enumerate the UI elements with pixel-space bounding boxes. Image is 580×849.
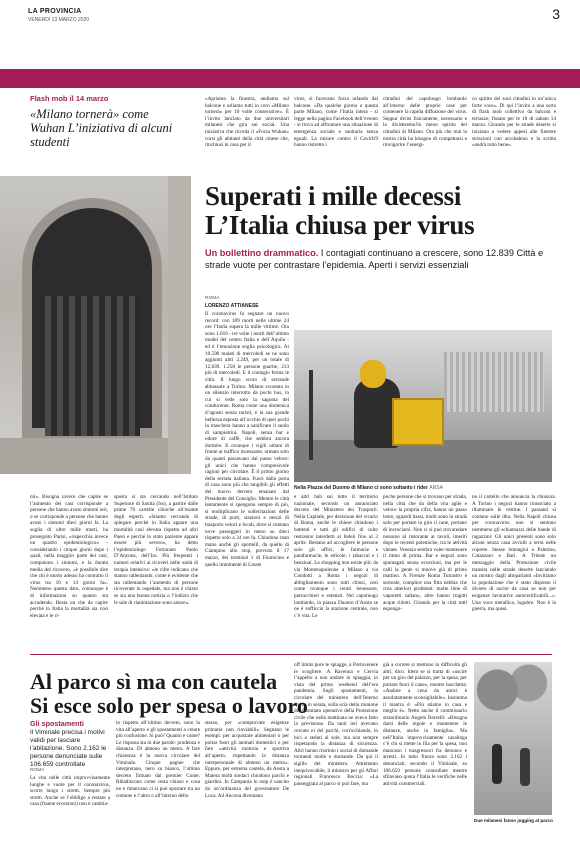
second-col-5: già a correre si mettono in difficoltà gli altri, dico. Idem se si tratta di «uscire per un giro del palazzo, per la spesa, per portare fuori il cane», mentre bacchetta: «Andare a cena da amici è assolutamente sconsigliabile». Insomma il mantra è: «Più stiamo in casa e meglio è». Netto anche il commissario straordinario Angelo Borrelli: «Bisogna darsi delle regole e mantenere le distanze, anche in famiglia». Ma nell’Italia improvvisamente casalinga c’è chi si mette in fila per la spesa, non mancano i trasgressori fra denunce e arresti. In tutto finora sono 2.162 i denunciati, secondo il Viminale, su 106.659 persone controllate mentre sfilavano quota l’Italia le verifiche nelle attività commerciali.: [383, 662, 467, 787]
left-col-2: sposta si sta cercando nell’Istituto Superiore di Sanità (Iss), a partire dalle prime 70 cartelle cliniche all’esame degli esperti. «Stiamo cercando di spiegare perché in Italia appare una mortalità così elevata rispetto ad altri Paesi e perché lo stato paziente appare essere più severo», ha detto l’epidemiologo Fortunato Paolo D’Ancona, dell’Iss. Più frequenti i numeri relativi ai ricoveri nelle unità di terapia intensiva: «le cifre indicano che stanno rallentando, come è evidente che sta rallentando l’aumento di persone ricoverate in ospedale, ma non è chiaro se sia una buona notizia o l’indizio che le sale di rianimazione sono sature».: [114, 494, 198, 606]
page-number: 3: [552, 6, 560, 22]
masthead-name: LA PROVINCIA: [28, 8, 82, 15]
second-col-3: stesso, per «comprovate esigenze primarie non rinviabili». Segnano le esempi: per acquistare alimentari o per portar fuori gli animali domestici o per fare «attività motoria e sportiva all’aperto, rispettando la distanza interpersonale di almeno un metro». Eppure, per estrema cautela, da Aosta a Matera molti sindaci chiudono parchi e giardini. In Campania lo stop è sancito da un’ordinanza del governatore De Luca. Ad Ancona diventano: [205, 720, 289, 799]
photo-caption-text: Nella Piazza del Duomo di Milano ci sono soltanto i rider: [294, 485, 428, 491]
flash-col-4: co spirito dei suoi cittadini in un’unica forte voce». Di qui l’invito a una sorta di flash mob collettivo da balconi e terrazze, fissato per le 18 di sabato 14 marzo. Girando per le strade deserte si iniziano a vedere appesi alle finestre striscioni con arcobaleno e la scritta «andrà tutto bene».: [472, 96, 556, 149]
second-intro-text: Il Viminale precisa i motivi validi per lasciare l’abitazione. Sono 2.162 le persone denunciate sulle 106.659 controllate: [30, 729, 107, 768]
photo-building-entrance: [0, 176, 191, 474]
second-byline: ROMA: [30, 768, 45, 773]
second-headline: [30, 670, 308, 718]
masthead-date: VENERDÌ 13 MARZO 2020: [28, 17, 90, 23]
second-col-4: off limits pure le spiagge, a Portovenere le scogliere. A Ravenna e Cervia l’appello a non andare in spiaggia, in vista del primo weekend dell’era pandemia. Sugli spostamenti, la circolare del ministero dell’Interno arriva in serata, sulla scia della riunione del Comitato operativo della Protezione civile che nella mattinata ne aveva fatto la previsione. Da tanti ieri avevano cercato ei dei parchi, corricchiando, in bici o seduti al sole, ma non sempre rispettando la distanza di sicurezza. Altri hanno ristrinto i social di domande tormenti molte e domande. Da qui il sigillo del ministero. Altrettanto inequivocabile, il ministro per gli Affari regionali Francesco Boccia: «La passeggiata al parco si può fare, ma: [294, 662, 378, 787]
second-intro: [30, 720, 110, 769]
subheadline: [205, 248, 555, 271]
subheadline-lead: Un bollettino drammatico.: [205, 248, 319, 258]
flash-col-3: cittadini del capoluogo lombardo all’interno delle proprie case per contenere la rapida diffusione del virus. Seppur divisi fisicamente, necessario e lo divideremo!in meno spirito dei cittadini di Milano. Ora più che mai la nostra città ha bisogno di compattarsi e rinvigorire l’energi-: [383, 96, 467, 149]
second-col-1: La vita nelle città improvvisamente lunghe e vuote per il coronavirus, scorre lungo i stretti. Sempre più stretti. Anche se l’obbligo a restare a casa (franne eccezioni) non è cambia-: [30, 775, 110, 808]
left-col-1: mi». Bisogna invece che capire se l’aumento dei casi corrisponde a persone che hanno avuto sintomi ieri, o se corrisponde a persone che hanno avuto i sintomi dieci giorni fa. La soglia di oltre mille morti, ha proseguito Parisi, «rispecchia invece un quadro epidemiologico» - considerando i cinque giorni dopo i quali, nella maggior parte dei casi, compaiono i sintomi, e la durata media del ricovero, «è possibile dire che chi è morto adesso ha contratto il virus tra 10 e 14 giorni fa». Nemmeno questo dato, comunque è di informazioni su quanto sta accadendo. Resta un che da capire perché in Italia la mortalità sia così elevata e le ri-: [30, 494, 108, 619]
byline-city: ROMA: [205, 296, 220, 301]
main-col-2: e altri hub sui tutto il territorio nazionale, secondo un annunciato decreto del Ministero dei Trasporti. Nella Capitale, per decisione del vicario di Roma, anche le chiese chiudono i battenti e tutti gli edifici di culto restranno interdetti ai fedeli fino al 3 aprile. Restano ad accogliere le persone solo gli uffici, le farmacie e parafarmacie, le edicole, i tabaccai e i benzinai. Lo shopping non esiste più: da via Montenapoleone a Milano a via Condotti a Roma i negozi di abbigliamento sono tutti chiusi, così come ovunque i centri benessere, parrucchieri e estetisti. Nel capoluogo lombardo, in piazza Duomo d’Aosta se ne è sufficcia la stazione centrale, non c’è vita. Le: [294, 494, 378, 619]
photo3-caption: Due milanesi fanno jogging al parco: [474, 818, 553, 823]
second-col-2: to rispetto all’ultimo decreto, sono la vita all’aperto e gli spostamenti a creare più confusione. Si può? Quanto e come? Le risposta sta in due parole: prudenza e distanza. Di almeno un metro. A fare chiarezza è la nuova circolare del Viminale. Cinque pagine che interpretano, nero su bianco, l’ultimo decreto firmato dal premier Conte. Ribadiscono come resta chiuso e cosa no e rimarcano ci sì può spostare tra un comune e l’altro o all’interno dello: [116, 720, 200, 799]
photo-jogging-park: [474, 662, 552, 815]
photo-caption: [294, 485, 552, 491]
section-divider: [30, 654, 552, 655]
second-kicker: Gli spostamenti: [30, 719, 84, 728]
photo-duomo-rider: [294, 330, 552, 482]
flash-box: [30, 94, 180, 149]
photo-credit: ANSA: [429, 485, 443, 491]
header-color-bar: [0, 69, 580, 88]
main-col-4: no il cartello che annuncia la chiusura. A Torino i negozi hanno rinunciato a illuminare le vetrine. I passanti si contano sulle dita. Nella Napoli chiusa per coronavirus non si sentono nemmeno gli schiamazzi delle bande di ragazzini: Gli unici presenti sono solo alcuni senza casa avvolti a terra nelle coperte. Stesse immagini a Palermo, Catanzaro e Bari. A Trieste un messaggio della Protezione civile transita nelle strade deserte lanciando un mostro dagli altoparlanti «Invitiamo la popolazione che è stato disposto il divieto di uscire da casa se non per esigenze lavorative autocertificabili...». Una voce metallica, lugubre. Non è la guerra, ma quasi.: [472, 494, 556, 613]
main-headline: [205, 182, 474, 240]
subheadline-text: I contagiati continuano a crescere, sono 12.839 Città e strade vuote per contrastare l’epidemia. Aperti i servizi essenziali: [205, 248, 544, 270]
main-col-3: poche persone che si trovano per strada, nella città che da della vita agile e veloce la propria cifra, hanno un passo lento, sguardi bassi, molti sono in strada solo per portare in giro il cane, portano di incrociarsi. Non ci si può trovaredare nessuno al ristorante ai tavoli, imeriti dopo le recenti polemiche, tra le attività vietate. Venezia sembra voler mantenere il ritmo di prima. Bar e negozi sono spuntagati senza eccezioni, ma per le calli la gente si muove già di primo mattino. A Firenze Roma Tutrastro è surreale, complice una fitta nebbia che crea ulteriori problemi: molte lime di vaporetti saltano, altre hanno tragitti acque ridotti. Girando per la città tutti espongo-: [383, 494, 467, 613]
byline-author: LORENZO ATTIANESE: [205, 303, 259, 309]
main-col-1: Il coronavirus fa segnare un nuovo record: con 189 morti nelle ultime 24 ore l’Italia supera la mille vittime. Ora sono 1.016 - tre volte i morti dell’ultimo model del centro Italia e dell’Aquila - ed è l’emozione soglia psicologica. Ai 10.590 malati di mercoledì se ne sono aggiunti altri 2.249, per un totale di 12.839. 1.258 le persone guarite, 213 più di mercoledì. E il contagio ferma le città. Il lungo scuro di serrande abbassate a Torino. Milano svuotata in un silenzio interrotto da pochi bus, in cui si vede solo la sagoma del conducente. Roma come una domenica d’agosto senza turisti, e la sua grande bellezza esposta all’occhio di quei pochi in maschera hanno a sanificare il suolo di sampietrini. Napoli, senza bar e odore di caffè, che sembra ancora dormire. E ovunque i vigili urbani di fronte ai traffico incessante, armato solo da quanti passavano dal passo veloce: gli unici che hanno compresivole ragioni per circolare. È il primo giorno della serrata italiana. Fuori dalla porta di casa sono più che tangibili gli effetti del nuovo decreto emanato dal Presidente del Consiglio. Mentre le città lentamente si spengono sempre di più, si moltiplicano le sollecitazioni delle strade, di porti, stazioni e mezzi di trasporto veloci e locali, dove si contano nove passeggeri in meno su dieci rispetto solo a 24 ore fa. Chiudono man mano anche gli sportelli, da quello di Ciampino allo stop, previsto il 17 marzo, dei terminal 1 di Fiumicino e quello imminente di Linate: [205, 311, 289, 568]
main-headline-line1: Superati i mille decessi: [205, 181, 462, 211]
flash-col-1: «Apriamo la finestra, andiamo sul balcone e urliamo tutti in coro «Milano tornerà» per 10 volte consecutive». È l’invito lanciato da due universitari milanesi che gira sui social. Una iniziativa che ricorda il «Forza Wuhan» corsi gli abitanti della città cinese che, rinchiusi in casa per il: [205, 96, 289, 149]
flash-title: «Milano tornerà» come Wuhan L’iniziativa di alcuni studenti: [30, 107, 173, 149]
second-headline-line2: Si esce solo per spesa o lavoro: [30, 693, 308, 718]
flash-col-2: virus, si facevano forza urlando dal balcone. «Da qualche giorno a questa parte Milano, come l’Italia intera - si legge nella pagina Facebook dell’evento - si trova ad affrontare una situazione di emergenza sociale e sanitaria senza eguali. La misure contro il Covid19 hanno ristretto i: [294, 96, 378, 149]
main-headline-line2: L’Italia chiusa per virus: [205, 210, 475, 240]
second-headline-line1: Al parco sì ma con cautela: [30, 669, 278, 694]
flash-kicker: Flash mob il 14 marzo: [30, 94, 109, 103]
